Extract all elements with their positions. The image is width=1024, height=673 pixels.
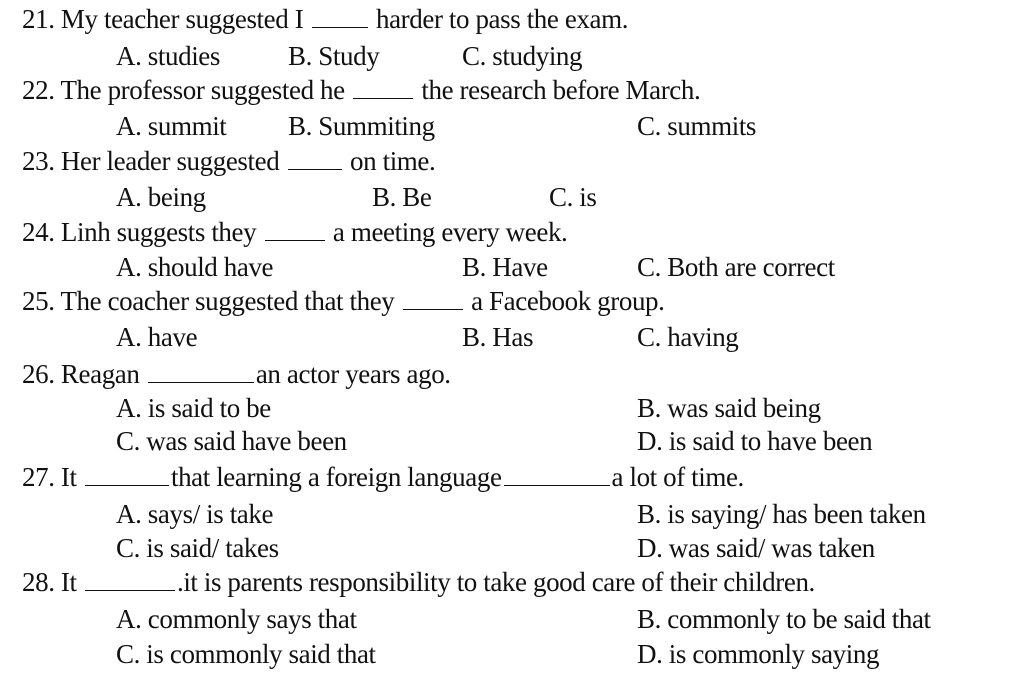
question-number: 23.: [22, 146, 55, 176]
question-28: [22, 566, 815, 598]
option-c[interactable]: C. studying: [462, 41, 583, 71]
question-text: a Facebook group.: [464, 286, 665, 316]
option-d[interactable]: D. is commonly saying: [637, 639, 880, 669]
answer-blank[interactable]: [85, 568, 175, 591]
answer-blank[interactable]: [312, 5, 368, 28]
question-text: .it is parents responsibility to take good care of their children.: [176, 567, 815, 597]
option-a[interactable]: A. should have: [116, 252, 274, 282]
answer-blank[interactable]: [288, 147, 342, 170]
answer-blank[interactable]: [265, 218, 325, 241]
option-c[interactable]: C. summits: [637, 111, 757, 141]
option-b[interactable]: B. Have: [462, 252, 548, 282]
question-number: 27.: [22, 462, 55, 492]
question-text: a lot of time.: [611, 462, 744, 492]
question-text: that learning a foreign language: [170, 462, 502, 492]
question-25: [22, 285, 665, 317]
option-c[interactable]: C. is: [549, 182, 597, 212]
answer-blank[interactable]: [403, 287, 463, 310]
option-b[interactable]: B. Study: [288, 41, 380, 71]
option-b[interactable]: B. commonly to be said that: [637, 604, 931, 634]
option-d[interactable]: D. is said to have been: [637, 426, 873, 456]
question-27: [22, 461, 744, 493]
question-text: The coacher suggested that they: [60, 286, 401, 316]
option-b[interactable]: B. Be: [372, 182, 432, 212]
option-c[interactable]: C. is commonly said that: [116, 639, 376, 669]
question-26: [22, 358, 451, 390]
question-text: It: [60, 462, 83, 492]
option-a[interactable]: A. is said to be: [116, 393, 271, 423]
question-22: [22, 74, 700, 106]
question-number: 22.: [22, 75, 55, 105]
question-text: The professor suggested he: [60, 75, 352, 105]
option-a[interactable]: A. studies: [116, 41, 221, 71]
answer-blank-2[interactable]: [504, 463, 610, 486]
question-text: harder to pass the exam.: [369, 4, 629, 34]
option-c[interactable]: C. having: [637, 322, 739, 352]
question-text: on time.: [343, 146, 436, 176]
question-23: [22, 145, 435, 177]
question-text: Her leader suggested: [60, 146, 286, 176]
question-text: the research before March.: [415, 75, 701, 105]
question-number: 28.: [22, 567, 55, 597]
option-c[interactable]: C. is said/ takes: [116, 533, 279, 563]
answer-blank[interactable]: [148, 360, 254, 383]
question-text: an actor years ago.: [255, 359, 451, 389]
answer-blank[interactable]: [353, 76, 413, 99]
question-number: 26.: [22, 359, 55, 389]
option-b[interactable]: B. was said being: [637, 393, 821, 423]
question-text: a meeting every week.: [326, 217, 568, 247]
question-number: 24.: [22, 217, 55, 247]
question-number: 21.: [22, 4, 55, 34]
option-a[interactable]: A. commonly says that: [116, 604, 357, 634]
option-d[interactable]: D. was said/ was taken: [637, 533, 875, 563]
option-b[interactable]: B. is saying/ has been taken: [637, 499, 926, 529]
answer-blank[interactable]: [85, 463, 169, 486]
question-24: [22, 216, 567, 248]
option-b[interactable]: B. Summiting: [288, 111, 435, 141]
option-a[interactable]: A. being: [116, 182, 206, 212]
question-text: Linh suggests they: [60, 217, 263, 247]
option-a[interactable]: A. says/ is take: [116, 499, 274, 529]
question-text: My teacher suggested I: [60, 4, 310, 34]
option-b[interactable]: B. Has: [462, 322, 534, 352]
question-number: 25.: [22, 286, 55, 316]
question-text: It: [60, 567, 83, 597]
question-text: Reagan: [60, 359, 146, 389]
option-a[interactable]: A. summit: [116, 111, 227, 141]
option-c[interactable]: C. was said have been: [116, 426, 347, 456]
option-a[interactable]: A. have: [116, 322, 198, 352]
option-c[interactable]: C. Both are correct: [637, 252, 835, 282]
question-21: [22, 3, 628, 35]
